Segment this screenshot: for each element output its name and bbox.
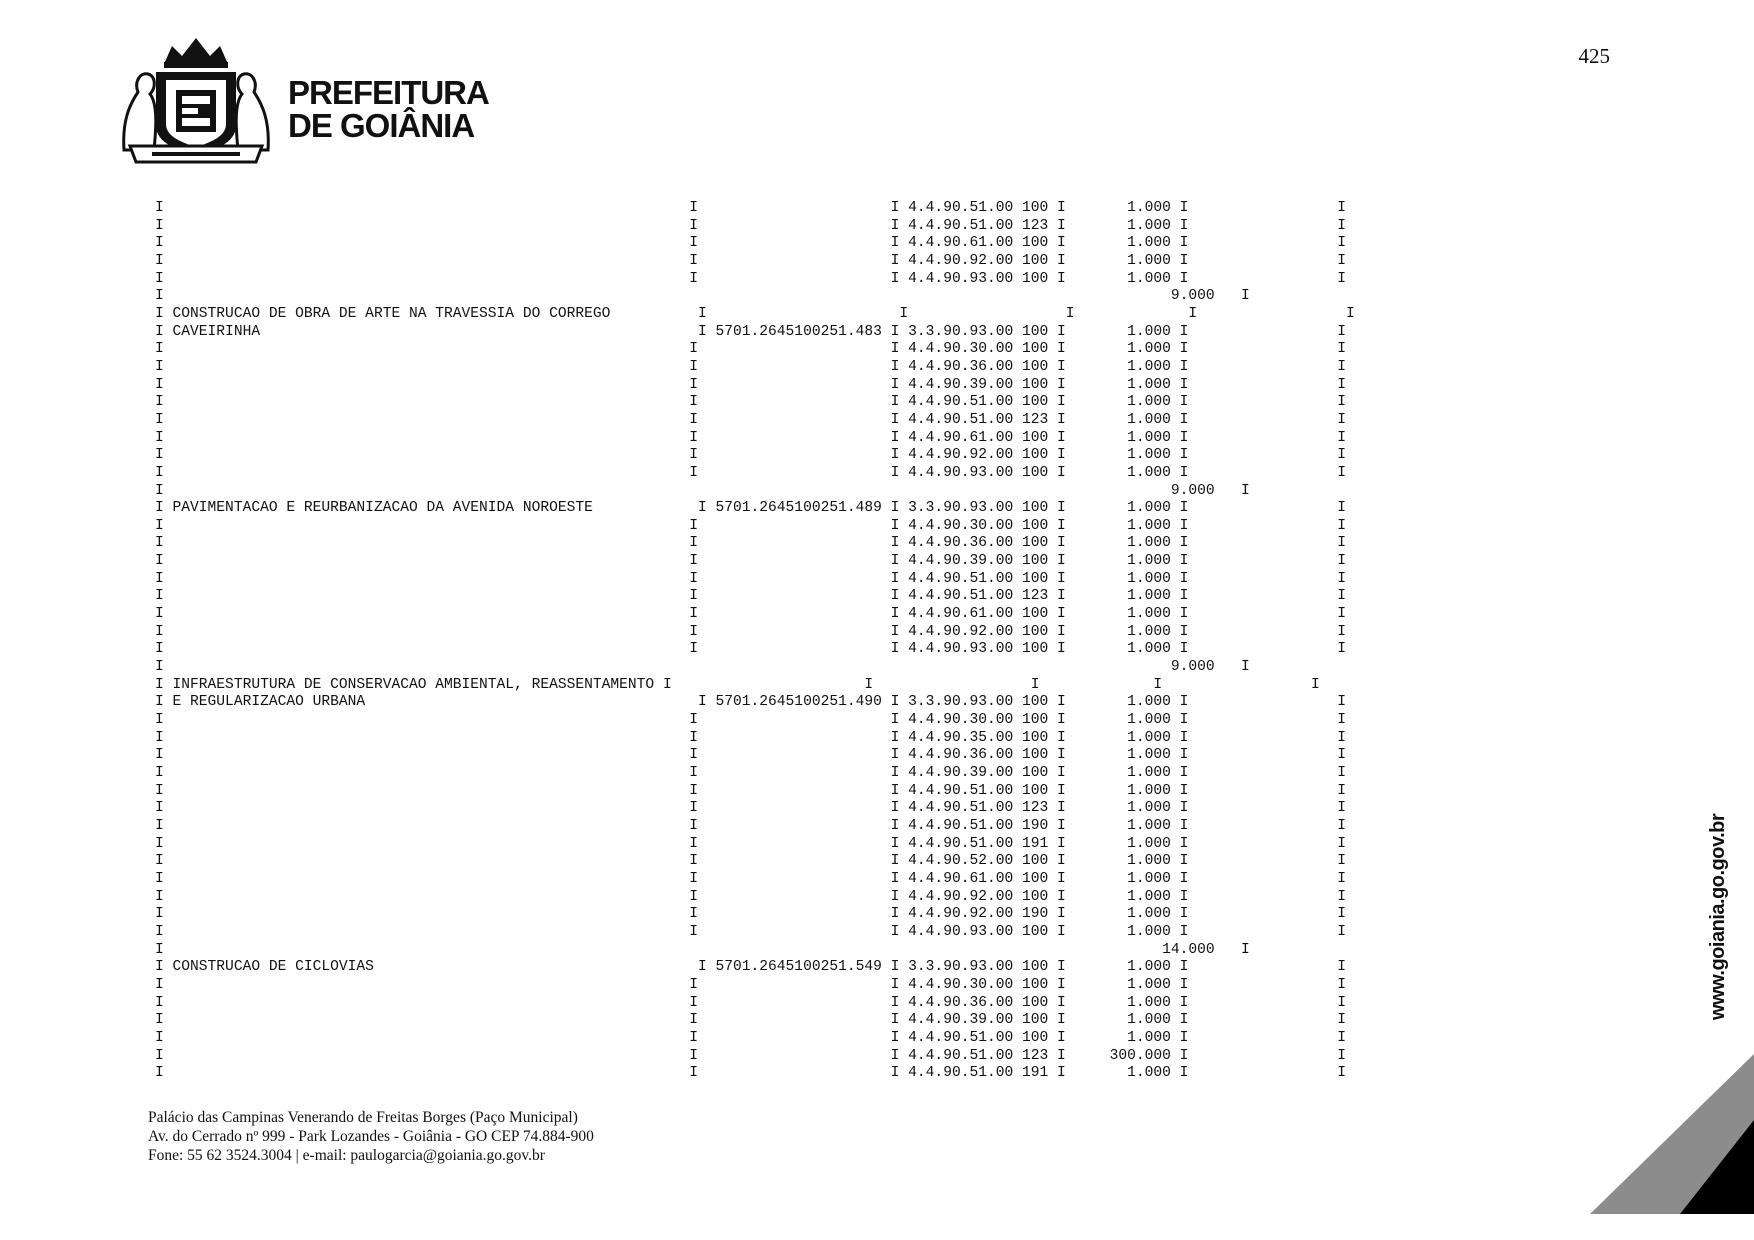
listing-row: I INFRAESTRUTURA DE CONSERVACAO AMBIENTAL, REASSENTAMENTO I I I I I [155,676,1320,693]
listing-row: I I I 4.4.90.92.00 100 I 1.000 I I [155,888,1347,905]
listing-row: I E REGULARIZACAO URBANA I 5701.2645100251.490 I 3.3.90.93.00 100 I 1.000 I I [155,694,1347,711]
listing-row: I I I 4.4.90.51.00 123 I 1.000 I I [155,411,1347,428]
listing-row: I I I 4.4.90.39.00 100 I 1.000 I I [155,376,1347,393]
listing-row: I I I 4.4.90.93.00 100 I 1.000 I I [155,464,1347,481]
brand-line-2: DE GOIÂNIA [288,107,475,144]
listing-row: I 9.000 I [155,482,1250,499]
listing-row: I I I 4.4.90.92.00 100 I 1.000 I I [155,623,1347,640]
listing-row: I I I 4.4.90.93.00 100 I 1.000 I I [155,641,1347,658]
listing-row: I I I 4.4.90.51.00 190 I 1.000 I I [155,817,1347,834]
side-url: www.goiania.go.gov.br [1707,813,1729,1020]
brand-wordmark [288,76,489,142]
listing-row: I 14.000 I [155,941,1250,958]
listing-row: I I I 4.4.90.30.00 100 I 1.000 I I [155,517,1347,534]
listing-row: I I I 4.4.90.61.00 100 I 1.000 I I [155,429,1347,446]
listing-row: I I I 4.4.90.51.00 191 I 1.000 I I [155,835,1347,852]
listing-row: I I I 4.4.90.51.00 100 I 1.000 I I [155,570,1347,587]
listing-row: I 9.000 I [155,288,1250,305]
listing-row: I I I 4.4.90.36.00 100 I 1.000 I I [155,358,1347,375]
listing-row: I I I 4.4.90.61.00 100 I 1.000 I I [155,870,1347,887]
listing-row: I I I 4.4.90.39.00 100 I 1.000 I I [155,1012,1347,1029]
listing-row: I I I 4.4.90.51.00 100 I 1.000 I I [155,1029,1347,1046]
listing-row: I CONSTRUCAO DE OBRA DE ARTE NA TRAVESSIA DO CORREGO I I I I I [155,305,1355,322]
listing-row: I I I 4.4.90.51.00 100 I 1.000 I I [155,782,1347,799]
listing-row: I I I 4.4.90.61.00 100 I 1.000 I I [155,235,1347,252]
listing-row: I 9.000 I [155,659,1250,676]
footer-address [148,1108,594,1165]
listing-row: I I I 4.4.90.36.00 100 I 1.000 I I [155,535,1347,552]
page-number: 425 [1578,44,1610,68]
listing-row: I I I 4.4.90.30.00 100 I 1.000 I I [155,712,1347,729]
listing-row: I I I 4.4.90.92.00 100 I 1.000 I I [155,447,1347,464]
coat-of-arms-logo [116,30,276,164]
listing-row: I I I 4.4.90.51.00 123 I 300.000 I I [155,1047,1347,1064]
footer-line-2: Av. do Cerrado nº 999 - Park Lozandes - Goiânia - GO CEP 74.884-900 [148,1128,594,1145]
listing-row: I I I 4.4.90.92.00 100 I 1.000 I I [155,252,1347,269]
listing-row: I I I 4.4.90.51.00 191 I 1.000 I I [155,1065,1347,1082]
listing-row: I I I 4.4.90.51.00 123 I 1.000 I I [155,588,1347,605]
listing-row: I I I 4.4.90.93.00 100 I 1.000 I I [155,923,1347,940]
listing-row: I I I 4.4.90.36.00 100 I 1.000 I I [155,747,1347,764]
listing-row: I I I 4.4.90.52.00 100 I 1.000 I I [155,853,1347,870]
budget-listing [155,200,1355,1083]
listing-row: I I I 4.4.90.35.00 100 I 1.000 I I [155,729,1347,746]
footer-line-3: Fone: 55 62 3524.3004 | e-mail: paulogarcia@goiania.go.gov.br [148,1147,545,1164]
listing-row: I I I 4.4.90.92.00 190 I 1.000 I I [155,906,1347,923]
listing-row: I CONSTRUCAO DE CICLOVIAS I 5701.2645100251.549 I 3.3.90.93.00 100 I 1.000 I I [155,959,1347,976]
listing-row: I I I 4.4.90.51.00 100 I 1.000 I I [155,200,1347,216]
listing-row: I I I 4.4.90.51.00 100 I 1.000 I I [155,394,1347,411]
listing-row: I I I 4.4.90.39.00 100 I 1.000 I I [155,553,1347,570]
listing-row: I I I 4.4.90.51.00 123 I 1.000 I I [155,217,1347,234]
listing-row: I PAVIMENTACAO E REURBANIZACAO DA AVENIDA NOROESTE I 5701.2645100251.489 I 3.3.90.93.00 100 I 1.000 I I [155,500,1347,517]
listing-row: I I I 4.4.90.36.00 100 I 1.000 I I [155,994,1347,1011]
footer-line-1: Palácio das Campinas Venerando de Freitas Borges (Paço Municipal) [148,1109,578,1126]
listing-row: I I I 4.4.90.51.00 123 I 1.000 I I [155,800,1347,817]
listing-row: I CAVEIRINHA I 5701.2645100251.483 I 3.3.90.93.00 100 I 1.000 I I [155,323,1347,340]
listing-row: I I I 4.4.90.30.00 100 I 1.000 I I [155,976,1347,993]
listing-row: I I I 4.4.90.39.00 100 I 1.000 I I [155,765,1347,781]
listing-row: I I I 4.4.90.30.00 100 I 1.000 I I [155,341,1347,358]
listing-row: I I I 4.4.90.93.00 100 I 1.000 I I [155,270,1347,287]
listing-row: I I I 4.4.90.61.00 100 I 1.000 I I [155,606,1347,623]
corner-triangle-decoration [1590,1054,1754,1214]
brand-line-1: PREFEITURA [288,74,489,111]
